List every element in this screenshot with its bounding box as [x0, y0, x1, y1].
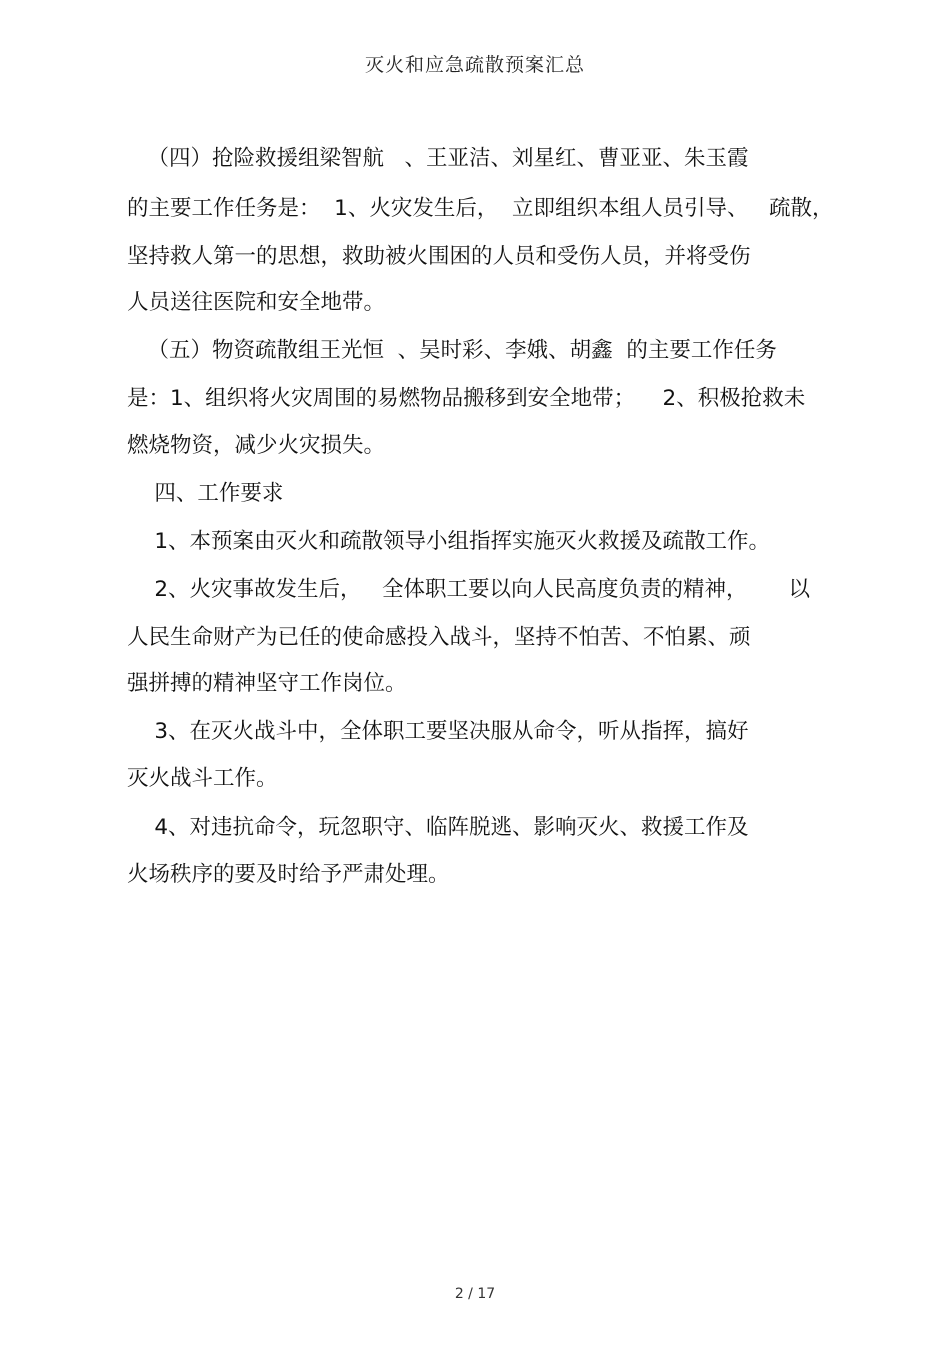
body-line: 强拼搏的精神坚守工作岗位。	[127, 671, 407, 696]
body-line: 灭火战斗工作。	[127, 766, 278, 791]
body-line: 的主要工作任务是： 1、火灾发生后， 立即组织本组人员引导、 疏散，	[127, 196, 834, 221]
body-line: 人民生命财产为已任的使命感投入战斗，坚持不怕苦、不怕累、顽	[127, 625, 751, 650]
section-heading: 四、工作要求	[127, 481, 284, 506]
body-line: 3、在灭火战斗中，全体职工要坚决服从命令，听从指挥，搞好	[127, 719, 749, 744]
body-line: （五）物资疏散组王光恒 、吴时彩、李娥、胡鑫 的主要工作任务	[127, 338, 777, 363]
body-line: 坚持救人第一的思想，救助被火围困的人员和受伤人员，并将受伤	[127, 244, 751, 269]
body-line: 人员送往医院和安全地带。	[127, 290, 386, 315]
body-line: 燃烧物资，减少火灾损失。	[127, 433, 386, 458]
body-line: 火场秩序的要及时给予严肃处理。	[127, 862, 450, 887]
body-line: 4、对违抗命令，玩忽职守、临阵脱逃、影响灭火、救援工作及	[127, 815, 749, 840]
body-line: （四）抢险救援组梁智航 、王亚洁、刘星红、曹亚亚、朱玉霞	[127, 146, 749, 171]
body-line: 2、火灾事故发生后， 全体职工要以向人民高度负责的精神， 以	[127, 577, 811, 602]
body-line: 1、本预案由灭火和疏散领导小组指挥实施灭火救援及疏散工作。	[127, 529, 771, 554]
document-header-title: 灭火和应急疏散预案汇总	[364, 54, 585, 76]
page-number: 2 / 17	[454, 1286, 496, 1302]
body-line: 是：1、组织将火灾周围的易燃物品搬移到安全地带； 2、积极抢救未	[127, 386, 806, 411]
